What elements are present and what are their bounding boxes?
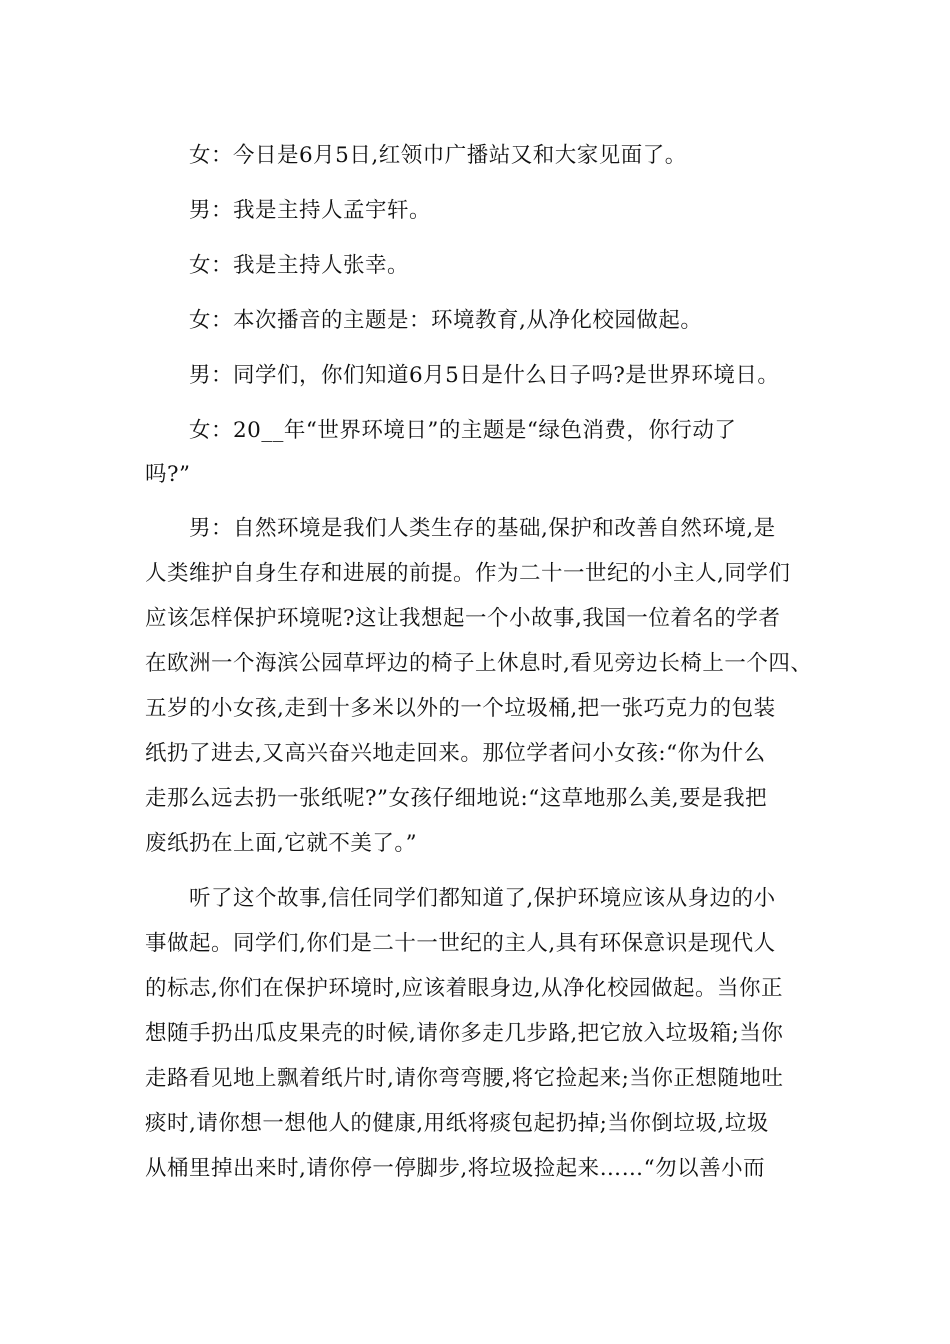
story-paragraph-line: 男：自然环境是我们人类生存的基础,保护和改善自然环境,是	[189, 516, 776, 541]
story-paragraph-line: 废纸扔在上面,它就不美了。”	[145, 831, 418, 856]
dialogue-line: 吗?”	[145, 462, 191, 487]
document-page	[145, 133, 813, 1191]
story-paragraph-line: 人类维护自身生存和进展的前提。作为二十一世纪的小主人,同学们	[145, 561, 791, 586]
body-paragraph-line: 听了这个故事,信任同学们都知道了,保护环境应该从身边的小	[189, 886, 776, 911]
body-paragraph-line: 从桶里掉出来时,请你停一停脚步,将垃圾捡起来……“勿以善小而	[145, 1156, 766, 1181]
story-paragraph-line: 走那么远去扔一张纸呢?”女孩仔细地说:“这草地那么美,要是我把	[145, 786, 768, 811]
story-paragraph-line: 五岁的小女孩,走到十多米以外的一个垃圾桶,把一张巧克力的包装	[145, 696, 776, 721]
body-paragraph-line: 想随手扔出瓜皮果壳的时候,请你多走几步路,把它放入垃圾箱;当你	[145, 1021, 784, 1046]
body-paragraph-line: 的标志,你们在保护环境时,应该着眼身边,从净化校园做起。当你正	[145, 976, 784, 1001]
body-paragraph-line: 走路看见地上飘着纸片时,请你弯弯腰,将它捡起来;当你正想随地吐	[145, 1066, 784, 1091]
story-paragraph-line: 在欧洲一个海滨公园草坪边的椅子上休息时,看见旁边长椅上一个四、	[145, 651, 813, 676]
story-paragraph-line: 纸扔了进去,又高兴奋兴地走回来。那位学者问小女孩:“你为什么	[145, 741, 766, 766]
dialogue-line: 女：20__年“世界环境日”的主题是“绿色消费，你行动了	[189, 418, 737, 443]
dialogue-line: 男：同学们，你们知道6月5日是什么日子吗?是世界环境日。	[189, 363, 780, 388]
dialogue-line: 女：今日是6月5日,红领巾广播站又和大家见面了。	[189, 143, 687, 168]
body-paragraph-line: 痰时,请你想一想他人的健康,用纸将痰包起扔掉;当你倒垃圾,垃圾	[145, 1111, 769, 1136]
dialogue-line: 男：我是主持人孟宇轩。	[189, 198, 432, 223]
dialogue-line: 女：我是主持人张幸。	[189, 253, 410, 278]
dialogue-line: 女：本次播音的主题是：环境教育,从净化校园做起。	[189, 308, 703, 333]
body-paragraph-line: 事做起。同学们,你们是二十一世纪的主人,具有环保意识是现代人	[145, 931, 776, 956]
story-paragraph-line: 应该怎样保护环境呢?这让我想起一个小故事,我国一位着名的学者	[145, 606, 781, 631]
